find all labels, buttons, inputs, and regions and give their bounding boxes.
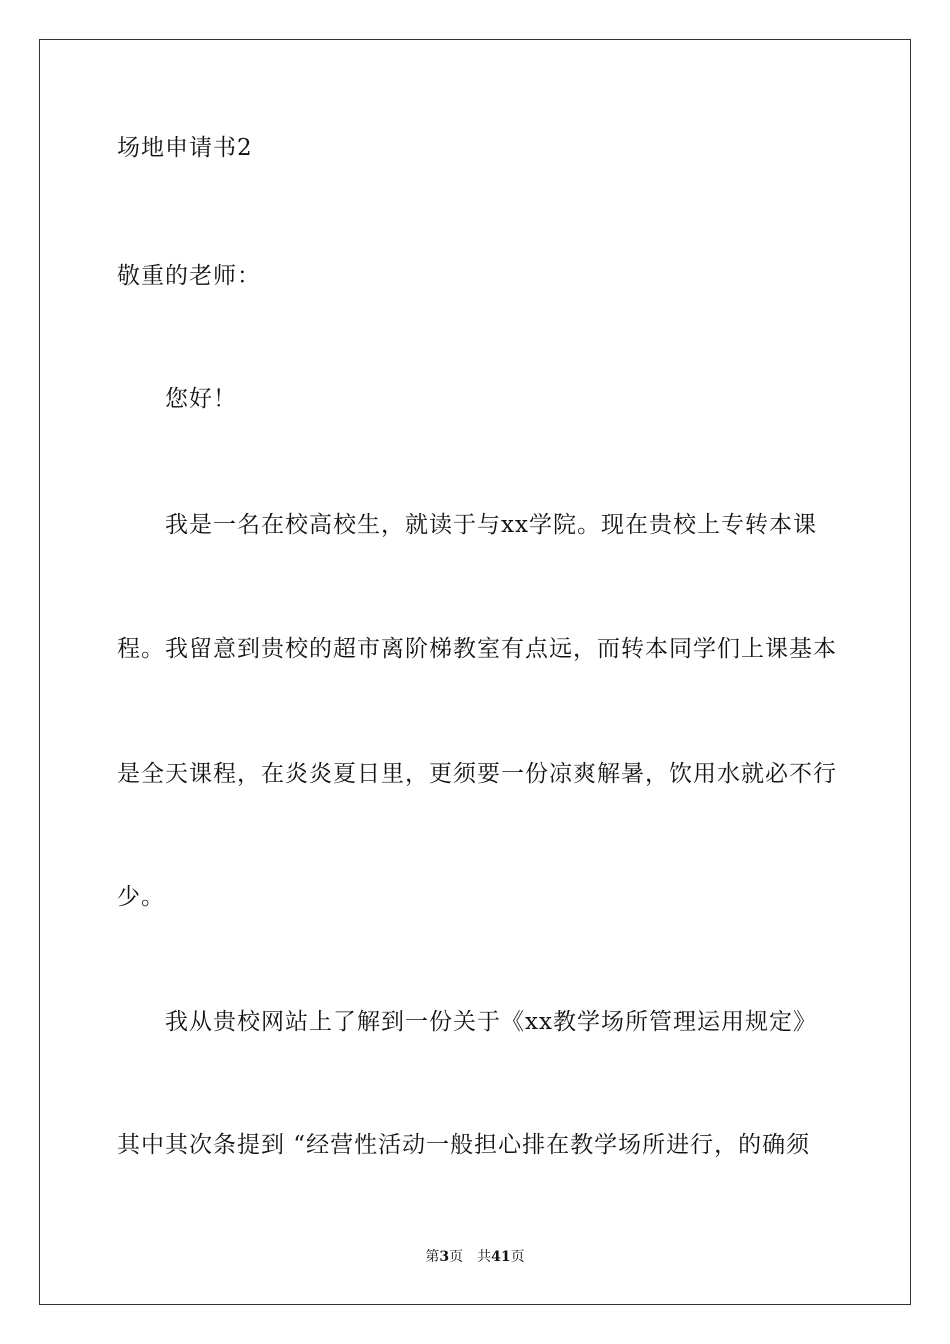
paragraph-2-line-1: 我从贵校网站上了解到一份关于《xx教学场所管理运用规定》 (165, 1009, 817, 1035)
footer-total-suffix: 页 (510, 1249, 525, 1265)
footer-total-prefix: 共 (477, 1249, 492, 1265)
greeting: 您好！ (165, 386, 237, 412)
current-page-number: 3 (439, 1249, 450, 1265)
footer-prefix: 第 (425, 1249, 440, 1265)
paragraph-2-line-2: 其中其次条提到 “经营性活动一般担心排在教学场所进行，的确须 (117, 1132, 811, 1158)
salutation: 敬重的老师： (117, 263, 261, 289)
paragraph-1-line-3: 是全天课程，在炎炎夏日里，更须要一份凉爽解暑，饮用水就必不行 (117, 761, 837, 787)
document-title: 场地申请书2 (117, 135, 253, 161)
footer-page-suffix: 页 (449, 1249, 464, 1265)
total-page-count: 41 (491, 1249, 511, 1265)
page-footer (0, 1247, 950, 1267)
paragraph-1-line-4: 少。 (117, 884, 165, 910)
page-border (39, 39, 911, 1305)
paragraph-1-line-1: 我是一名在校高校生，就读于与xx学院。现在贵校上专转本课 (165, 512, 817, 538)
paragraph-1-line-2: 程。我留意到贵校的超市离阶梯教室有点远，而转本同学们上课基本 (117, 636, 837, 662)
